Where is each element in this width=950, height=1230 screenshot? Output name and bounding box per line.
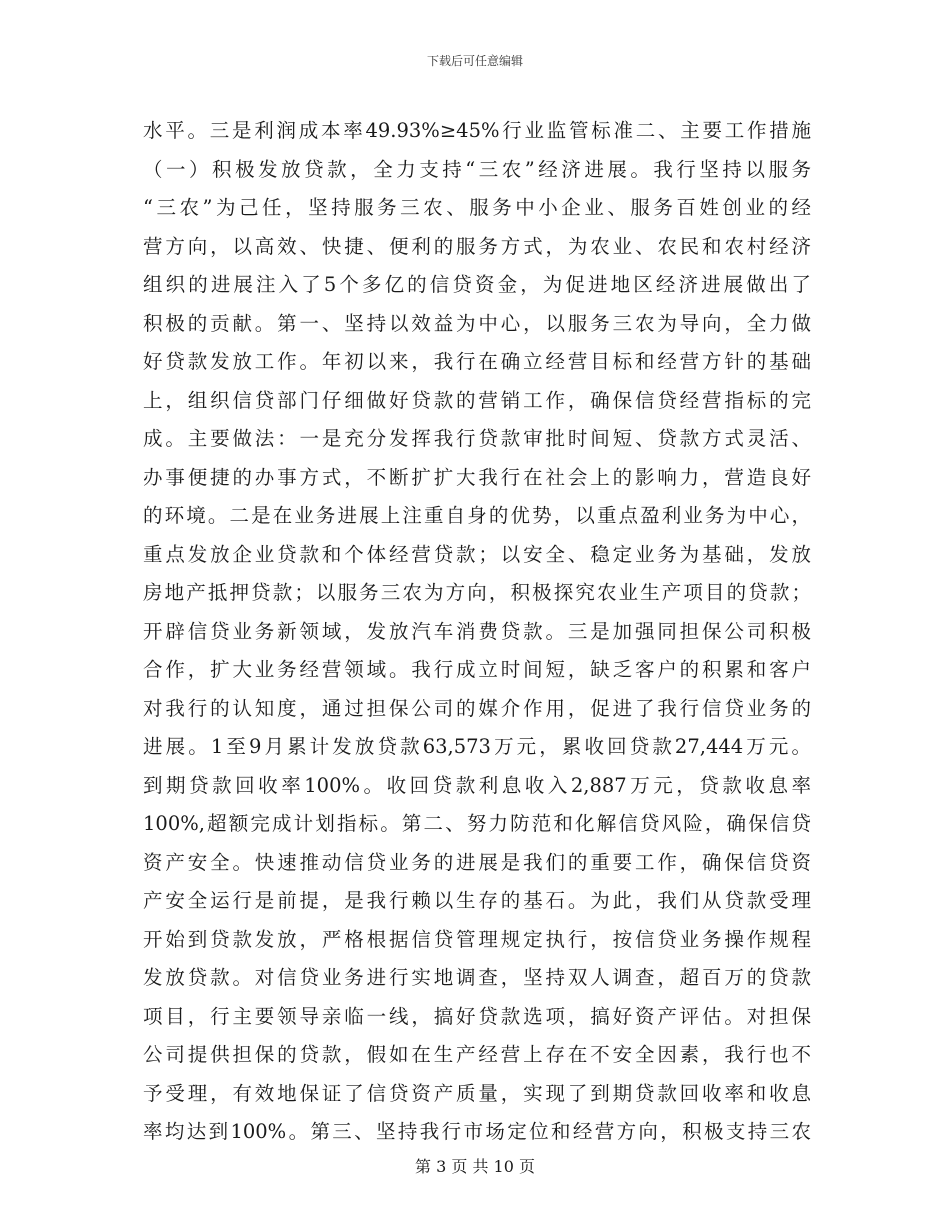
text-line: “三农”为己任，坚持服务三农、服务中小企业、服务百姓创业的经 (143, 196, 811, 219)
text-line: 合作，扩大业务经营领域。我行成立时间短，缺乏客户的积累和客户 (143, 658, 811, 681)
text-line: 对我行的认知度，通过担保公司的媒介作用，促进了我行信贷业务的 (143, 696, 811, 720)
text-line: 公司提供担保的贷款，假如在生产经营上存在不安全因素，我行也不 (143, 1043, 811, 1066)
page-header: 下载后可任意编辑 (426, 54, 523, 68)
text-line: 好贷款发放工作。年初以来，我行在确立经营目标和经营方针的基础 (143, 350, 811, 373)
text-line: （一）积极发放贷款，全力支持“三农”经济进展。我行坚持以服务 (143, 157, 811, 181)
text-line: 开辟信贷业务新领域，发放汽车消费贷款。三是加强同担保公司积极 (143, 619, 811, 643)
text-line: 营方向，以高效、快捷、便利的服务方式，为农业、农民和农村经济 (143, 234, 811, 258)
text-line: 成。主要做法：一是充分发挥我行贷款审批时间短、贷款方式灵活、 (143, 427, 811, 450)
text-line: 项目，行主要领导亲临一线，搞好贷款选项，搞好资产评估。对担保 (143, 1004, 811, 1028)
text-line: 到期贷款回收率100%。收回贷款利息收入2,887万元，贷款收息率 (143, 773, 811, 797)
text-line: 组织的进展注入了5个多亿的信贷资金，为促进地区经济进展做出了 (143, 273, 811, 296)
page-footer: 第 3 页 共 10 页 (415, 1157, 535, 1176)
text-line: 的环境。二是在业务进展上注重自身的优势，以重点盈利业务为中心， (143, 504, 811, 527)
text-line: 发放贷款。对信贷业务进行实地调查，坚持双人调查，超百万的贷款 (143, 966, 811, 989)
text-line: 100%,超额完成计划指标。第二、努力防范和化解信贷风险，确保信贷 (143, 812, 811, 835)
text-line: 房地产抵押贷款；以服务三农为方向，积极探究农业生产项目的贷款； (143, 581, 811, 604)
text-line: 进展。1至9月累计发放贷款63,573万元，累收回贷款27,444万元。 (143, 735, 811, 758)
text-line: 开始到贷款发放，严格根据信贷管理规定执行，按信贷业务操作规程 (143, 927, 811, 951)
text-line: 予受理，有效地保证了信贷资产质量，实现了到期贷款回收率和收息 (143, 1081, 811, 1105)
text-line: 产安全运行是前提，是我行赖以生存的基石。为此，我们从贷款受理 (143, 889, 811, 912)
text-line: 率均达到100%。第三、坚持我行市场定位和经营方向，积极支持三农 (143, 1120, 811, 1143)
text-line: 资产安全。快速推动信贷业务的进展是我们的重要工作，确保信贷资 (143, 850, 811, 874)
text-line: 重点发放企业贷款和个体经营贷款；以安全、稳定业务为基础，发放 (143, 542, 811, 566)
text-line: 水平。三是利润成本率49.93%≥45%行业监管标准二、主要工作措施 (143, 119, 811, 142)
document-body (143, 112, 811, 1152)
text-line: 办事便捷的办事方式，不断扩扩大我行在社会上的影响力，营造良好 (143, 465, 811, 489)
text-line: 积极的贡献。第一、坚持以效益为中心，以服务三农为导向，全力做 (143, 311, 811, 335)
text-line: 上，组织信贷部门仔细做好贷款的营销工作，确保信贷经营指标的完 (143, 388, 811, 412)
